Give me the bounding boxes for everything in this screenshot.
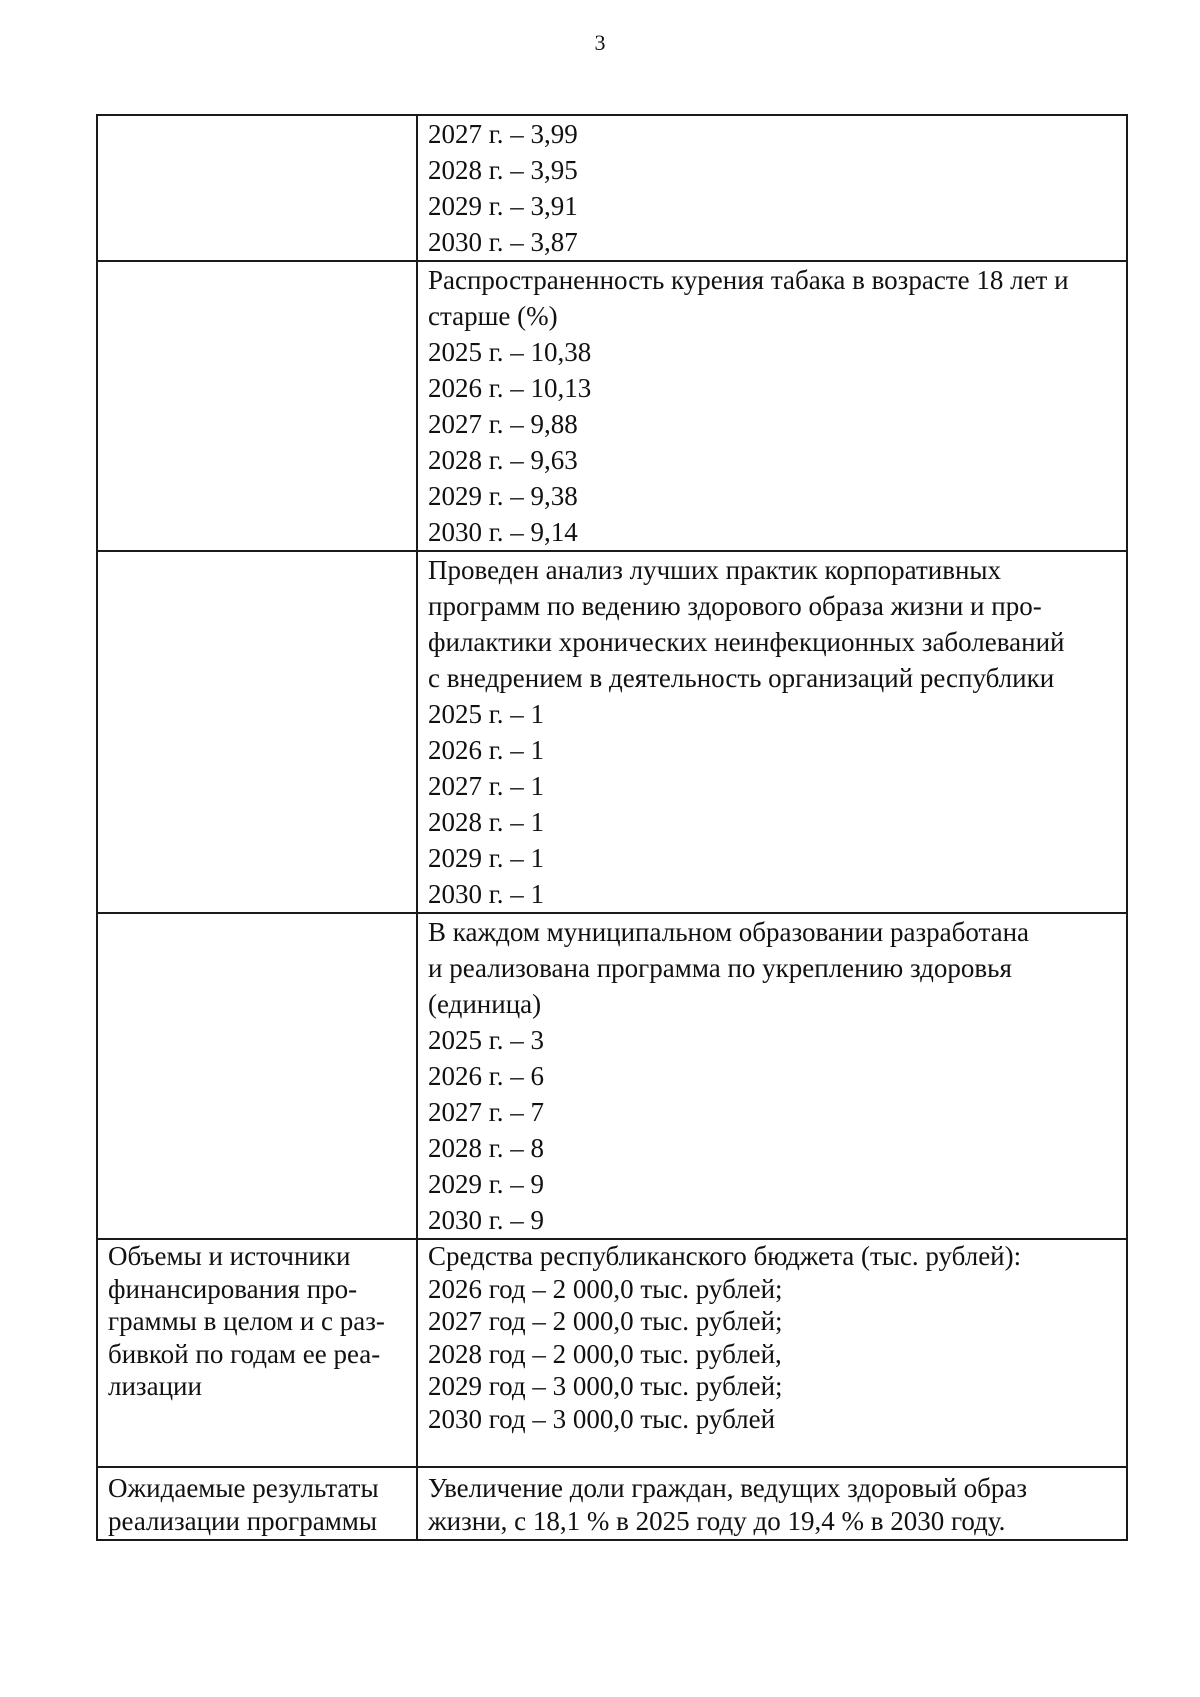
- value-line: 2029 г. – 9: [428, 1169, 545, 1199]
- table-row: [97, 261, 1127, 551]
- financing-value-cell: [417, 1239, 1127, 1467]
- value-line: 2028 г. – 8: [428, 1133, 545, 1163]
- value-line: 2028 г. – 9,63: [428, 445, 578, 475]
- value-line: 2027 г. – 1: [428, 771, 545, 801]
- value-line: 2030 г. – 3,87: [428, 227, 578, 257]
- value-line: 2026 г. – 10,13: [428, 373, 592, 403]
- table-row: [97, 115, 1127, 261]
- indicator-title-line: с внедрением в деятельность организаций республики: [428, 663, 1055, 693]
- value-line: Увеличение доли граждан, ведущих здоровый образ: [428, 1473, 1028, 1503]
- value-line: 2028 г. – 1: [428, 807, 545, 837]
- indicator-title-line: (единица): [428, 989, 542, 1019]
- row-value-cell: [417, 115, 1127, 261]
- indicator-title-line: и реализована программа по укреплению здоровья: [428, 953, 1012, 983]
- indicator-title-line: В каждом муниципальном образовании разработана: [428, 917, 1030, 947]
- value-line: 2026 г. – 1: [428, 735, 545, 765]
- value-line: 2025 г. – 1: [428, 699, 545, 729]
- value-line: Средства республиканского бюджета (тыс. рублей):: [428, 1241, 1022, 1271]
- value-line: 2029 г. – 1: [428, 843, 545, 873]
- value-line: 2027 год – 2 000,0 тыс. рублей;: [428, 1306, 783, 1336]
- value-line: 2027 г. – 3,99: [428, 119, 578, 149]
- value-line: 2029 г. – 9,38: [428, 481, 578, 511]
- value-line: 2030 г. – 1: [428, 879, 545, 909]
- value-line: 2028 год – 2 000,0 тыс. рублей,: [428, 1338, 782, 1369]
- results-value-cell: [417, 1467, 1127, 1540]
- table-row: [97, 1239, 1127, 1467]
- row-value-cell: [417, 913, 1127, 1239]
- row-value-cell: [417, 261, 1127, 551]
- value-line: 2030 год – 3 000,0 тыс. рублей: [428, 1403, 776, 1434]
- label-line: Объемы и источники: [108, 1241, 351, 1271]
- value-line: 2027 г. – 7: [428, 1097, 545, 1127]
- page-number: 3: [594, 30, 606, 55]
- indicator-title-line: Проведен анализ лучших практик корпоративных: [428, 555, 1002, 585]
- indicator-title-line: Распространенность курения табака в возрасте 18 лет и: [428, 265, 1069, 295]
- label-line: лизации: [108, 1371, 202, 1401]
- row-label-cell: [97, 913, 417, 1239]
- value-line: 2025 г. – 3: [428, 1025, 545, 1055]
- row-label-cell: [97, 115, 417, 261]
- table-row: [97, 1467, 1127, 1540]
- program-passport-table: [96, 114, 1128, 1541]
- value-line: 2026 г. – 6: [428, 1061, 545, 1091]
- indicator-title-line: старше (%): [428, 301, 558, 331]
- row-label-cell: [97, 551, 417, 913]
- row-value-cell: [417, 551, 1127, 913]
- label-line: бивкой по годам ее реа-: [108, 1338, 381, 1369]
- value-line: 2030 г. – 9: [428, 1205, 545, 1235]
- indicator-title-line: программ по ведению здорового образа жизни и про-: [428, 591, 1042, 621]
- value-line: 2029 год – 3 000,0 тыс. рублей;: [428, 1371, 783, 1401]
- value-line: 2025 г. – 10,38: [428, 337, 592, 367]
- label-line: граммы в целом и с раз-: [108, 1306, 385, 1336]
- row-label-cell: [97, 261, 417, 551]
- financing-label-cell: [97, 1239, 417, 1467]
- value-line: жизни, с 18,1 % в 2025 году до 19,4 % в 2030 году.: [428, 1505, 1006, 1536]
- value-line: 2026 год – 2 000,0 тыс. рублей;: [428, 1273, 783, 1304]
- table-row: [97, 913, 1127, 1239]
- value-line: 2027 г. – 9,88: [428, 409, 578, 439]
- label-line: реализации программы: [108, 1505, 378, 1536]
- value-line: 2028 г. – 3,95: [428, 155, 578, 185]
- label-line: Ожидаемые результаты: [108, 1473, 379, 1503]
- results-label-cell: [97, 1467, 417, 1540]
- value-line: 2029 г. – 3,91: [428, 191, 578, 221]
- table-row: [97, 551, 1127, 913]
- label-line: финансирования про-: [108, 1273, 358, 1304]
- value-line: 2030 г. – 9,14: [428, 517, 578, 547]
- indicator-title-line: филактики хронических неинфекционных заболеваний: [428, 627, 1065, 657]
